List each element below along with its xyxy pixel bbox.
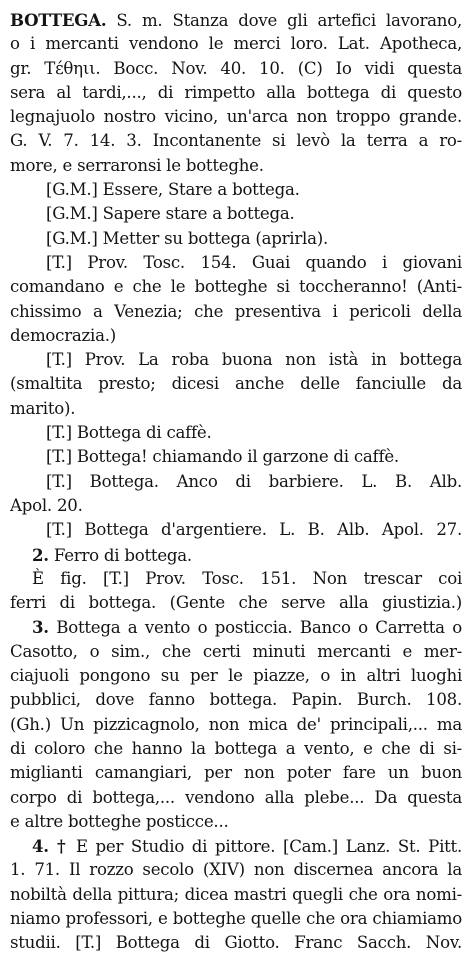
text-line: e altre botteghe posticce... bbox=[10, 811, 229, 831]
text-line: È fig. [T.] Prov. Tosc. 151. Non trescar coi bbox=[32, 568, 462, 588]
text-line: marito). bbox=[10, 398, 76, 418]
text-line: di coloro che hanno la bottega a vento, e che di si- bbox=[10, 738, 462, 758]
text-line: 1. 71. Il rozzo secolo (XIV) non discernea ancora la bbox=[10, 860, 462, 880]
text-line: sera al tardi,..., di rimpetto alla bottega di questo bbox=[10, 82, 462, 102]
text-line: 2. Ferro di bottega. bbox=[32, 544, 192, 565]
text-line: [T.] Bottega. Anco di barbiere. L. B. Alb. bbox=[46, 471, 462, 491]
text-line: [T.] Bottega! chiamando il garzone di caffè. bbox=[46, 447, 399, 467]
text-line: gr. Τέθηιι. Bocc. Nov. 40. 10. (C) Io vidi questa bbox=[10, 58, 462, 78]
text-line: [G.M.] Essere, Stare a bottega. bbox=[46, 180, 300, 200]
text-line: 3. Bottega a vento o posticcia. Banco o Carretta o bbox=[32, 617, 462, 638]
sense-number: 2. bbox=[32, 544, 49, 565]
headword: BOTTEGA. bbox=[10, 10, 107, 30]
text-line: 4. † E per Studio di pittore. [Cam.] Lanz. St. Pitt. bbox=[32, 836, 462, 857]
text-line: [T.] Prov. La roba buona non istà in bottega bbox=[46, 350, 462, 370]
text-line: corpo di bottega,... vendono alla plebe... Da questa bbox=[10, 787, 462, 807]
text-line: studii. [T.] Bottega di Giotto. Franc Sacch. Nov. bbox=[10, 933, 462, 953]
text-line: [T.] Bottega d'argentiere. L. B. Alb. Apol. 27. bbox=[46, 520, 462, 540]
text-line: (smaltita presto; dicesi anche delle fanciulle da bbox=[10, 374, 462, 394]
text-line: [G.M.] Metter su bottega (aprirla). bbox=[46, 228, 328, 248]
text-line: legnajuolo nostro vicino, un'arca non troppo grande. bbox=[10, 107, 462, 127]
text-line: Casotto, o sim., che certi minuti mercanti e mer- bbox=[10, 641, 462, 661]
text-line: miglianti camangiari, per non poter fare un buon bbox=[10, 763, 462, 783]
text-line: more, e serraronsi le botteghe. bbox=[10, 155, 264, 175]
text-line: ferri di bottega. (Gente che serve alla giustizia.) bbox=[10, 593, 462, 613]
text-line: [T.] Prov. Tosc. 154. Guai quando i giovani bbox=[46, 252, 462, 272]
text-line: G. V. 7. 14. 3. Incontanente si levò la terra a ro- bbox=[10, 131, 462, 151]
sense-number: 3. bbox=[32, 617, 49, 638]
text-line: ciajuoli pongono su per le piazze, o in altri luoghi bbox=[10, 666, 462, 686]
text-line: comandano e che le botteghe si toccheranno! (Anti- bbox=[10, 277, 462, 297]
text-line: [T.] Bottega di caffè. bbox=[46, 423, 212, 443]
text-line: o i mercanti vendono le merci loro. Lat. Apotheca, bbox=[10, 34, 462, 54]
text-line: (Gh.) Un pizzicagnolo, non mica de' principali,... ma bbox=[10, 714, 462, 734]
text-line: [G.M.] Sapere stare a bottega. bbox=[46, 204, 295, 224]
text-line: niamo professori, e botteghe quelle che ora chiamiamo bbox=[10, 908, 462, 928]
text-line: Apol. 20. bbox=[10, 495, 83, 515]
text-line: pubblici, dove fanno bottega. Papin. Burch. 108. bbox=[10, 690, 462, 710]
sense-number: 4. † bbox=[32, 836, 69, 857]
text-line: BOTTEGA. S. m. Stanza dove gli artefici lavorano, bbox=[10, 10, 462, 30]
text-line: chissimo a Venezia; che presentiva i pericoli della bbox=[10, 301, 462, 321]
text-line: democrazia.) bbox=[10, 325, 116, 345]
text-line: nobiltà della pittura; dicea mastri quegli che ora nomi- bbox=[10, 884, 462, 904]
